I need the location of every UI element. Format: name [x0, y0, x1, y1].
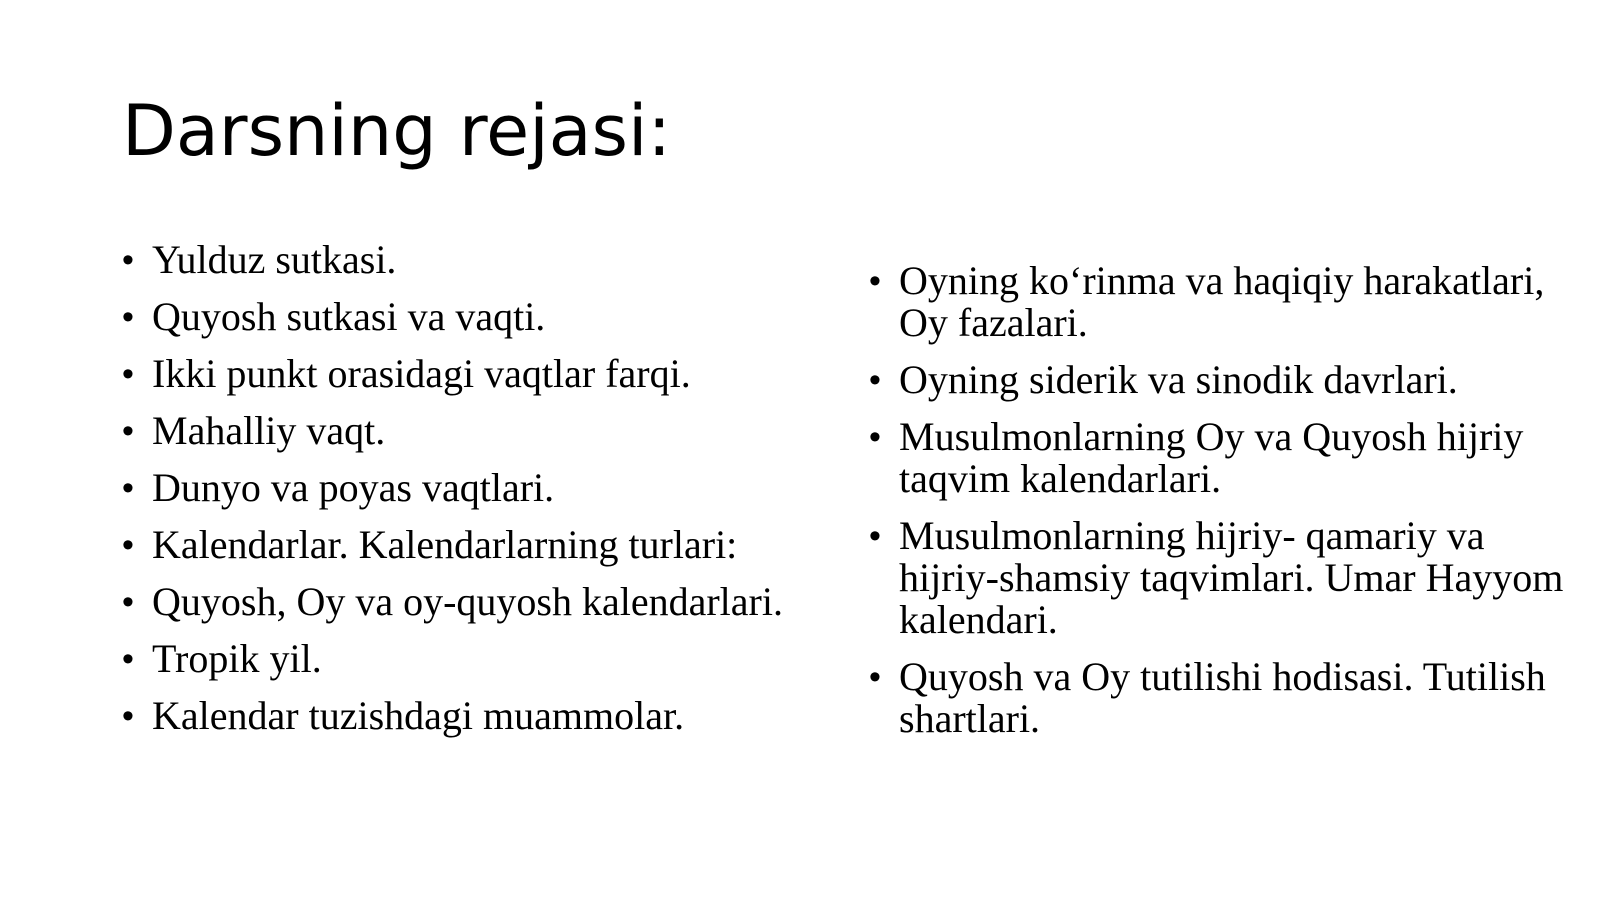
bullet-icon: •	[122, 640, 134, 678]
bullet-icon: •	[869, 418, 881, 456]
list-item	[869, 359, 1584, 401]
list-item	[122, 467, 852, 509]
list-item-text: Mahalliy vaqt.	[152, 408, 386, 453]
list-item-text: Oyning siderik va sinodik davrlari.	[899, 357, 1458, 402]
bullet-icon: •	[869, 658, 881, 696]
list-item-text: Tropik yil.	[152, 636, 322, 681]
list-item-text: Musulmonlarning hijriy- qamariy va hijriy-shamsiy taqvimlari. Umar Hayyom kalendari.	[899, 513, 1564, 642]
list-item-text: Dunyo va poyas vaqtlari.	[152, 465, 555, 510]
list-item-text: Quyosh, Oy va oy-quyosh kalendarlari.	[152, 579, 783, 624]
bullet-icon: •	[122, 298, 134, 336]
list-item-text: Kalendarlar. Kalendarlarning turlari:	[152, 522, 738, 567]
list-item-text: Ikki punkt orasidagi vaqtlar farqi.	[152, 351, 691, 396]
list-item	[122, 239, 852, 281]
bullet-icon: •	[122, 469, 134, 507]
list-item	[122, 410, 852, 452]
list-item-text: Quyosh sutkasi va vaqti.	[152, 294, 546, 339]
left-bullet-list	[122, 239, 852, 752]
list-item	[869, 515, 1584, 641]
right-bullet-list	[869, 260, 1584, 755]
list-item	[869, 656, 1584, 740]
list-item	[869, 260, 1584, 344]
list-item-text: Musulmonlarning Oy va Quyosh hijriy taqvim kalendarlari.	[899, 414, 1524, 501]
bullet-icon: •	[122, 697, 134, 735]
list-item-text: Yulduz sutkasi.	[152, 237, 397, 282]
list-item	[122, 638, 852, 680]
bullet-icon: •	[869, 361, 881, 399]
slide-title: Darsning rejasi:	[122, 90, 672, 172]
bullet-icon: •	[122, 241, 134, 279]
list-item	[122, 695, 852, 737]
bullet-icon: •	[122, 412, 134, 450]
bullet-icon: •	[869, 517, 881, 555]
list-item-text: Quyosh va Oy tutilishi hodisasi. Tutilish shartlari.	[899, 654, 1546, 741]
list-item	[869, 416, 1584, 500]
list-item	[122, 353, 852, 395]
list-item	[122, 524, 852, 566]
list-item-text: Oyning ko‘rinma va haqiqiy harakatlari, Oy fazalari.	[899, 258, 1545, 345]
list-item	[122, 581, 852, 623]
bullet-icon: •	[122, 583, 134, 621]
list-item	[122, 296, 852, 338]
bullet-icon: •	[869, 262, 881, 300]
bullet-icon: •	[122, 355, 134, 393]
list-item-text: Kalendar tuzishdagi muammolar.	[152, 693, 685, 738]
bullet-icon: •	[122, 526, 134, 564]
